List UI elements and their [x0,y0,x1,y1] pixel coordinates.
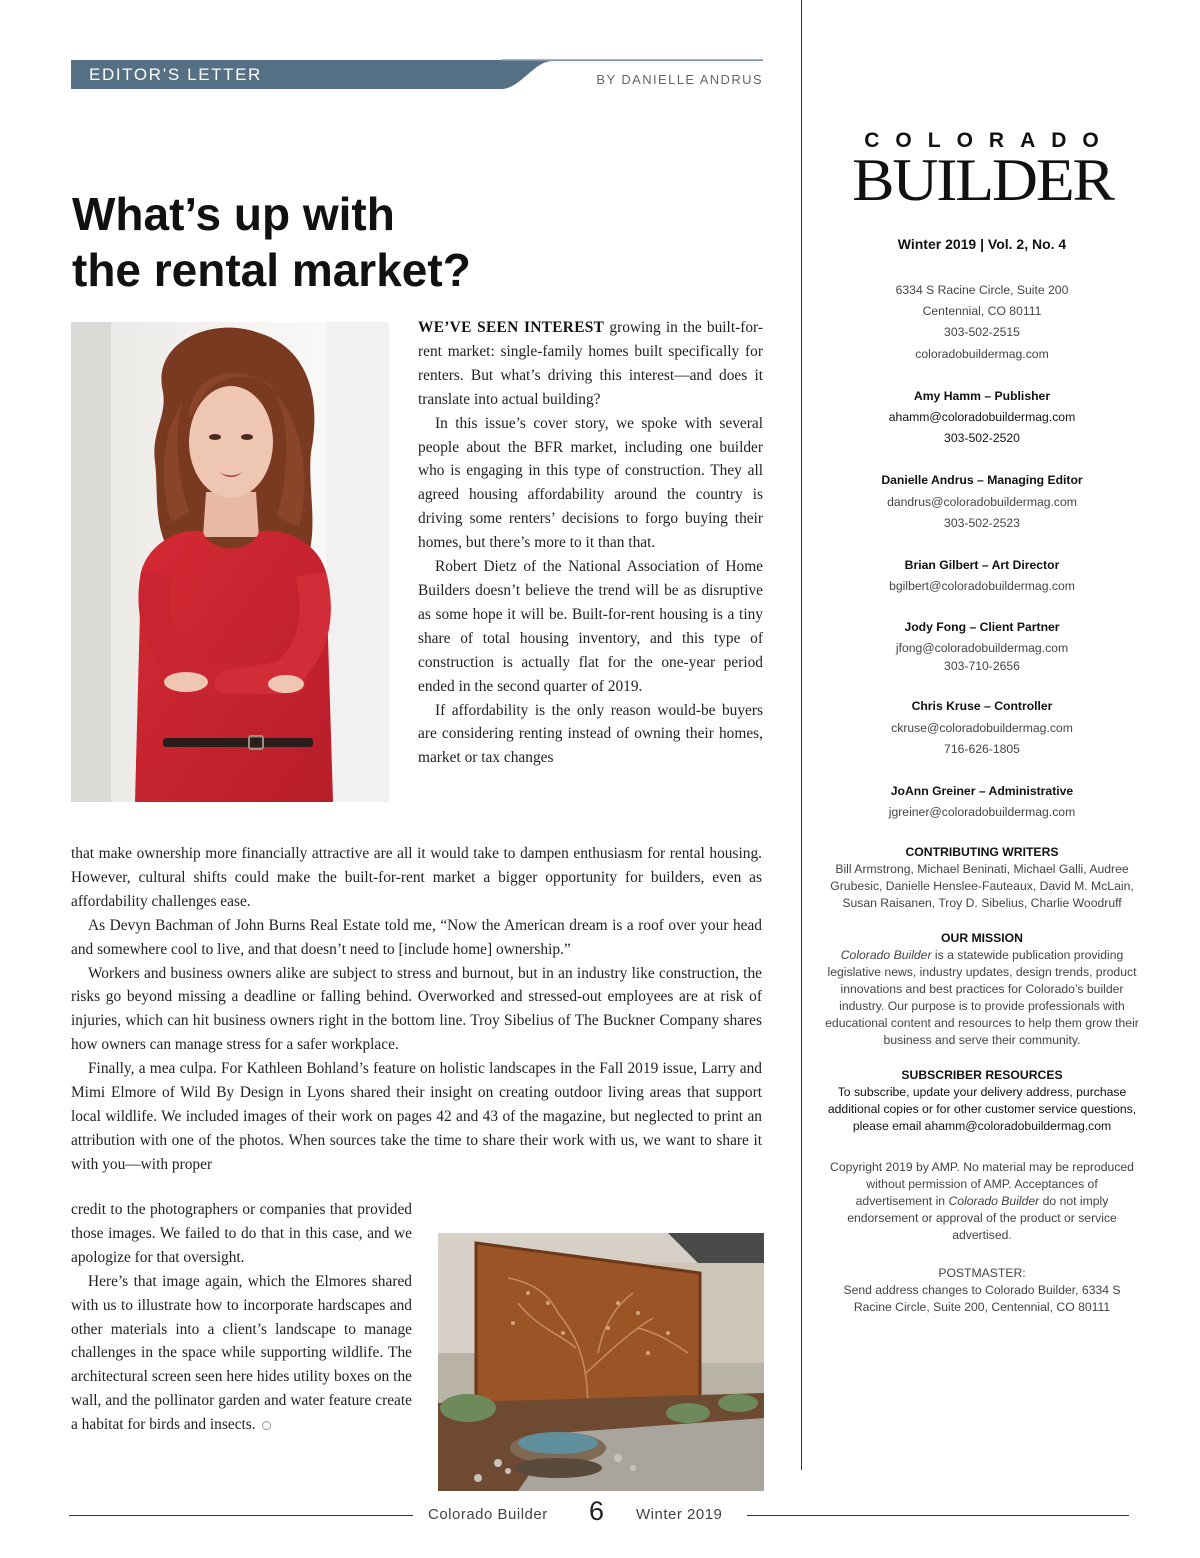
staff-name: Chris Kruse – Controller [911,699,1053,714]
footer-rule-left [69,1515,413,1516]
staff-entry [822,696,1142,760]
page-number: 6 [589,1496,605,1526]
article-paragraph-6: Workers and business owners alike are subject to stress and burnout, but in an industry like construction, the risks go beyond missing a deadline or falling behind. Overworked and stressed-out employees are at risk of injuries, which can hit business owners right in the bottom line. Troy Sibelius of The Buckner Company shares how owners can manage stress for a safer workplace. [71,964,762,1054]
page-footer [69,1498,1129,1532]
staff-phone: 716-626-1805 [944,741,1020,756]
article-column-bottom [71,1198,412,1437]
logo-top-word: COLORADO [864,129,1115,152]
footer-rule-right [747,1515,1129,1516]
footer-publication: Colorado Builder [428,1506,548,1523]
staff-entry [822,470,1142,534]
address-line-1: 6334 S Racine Circle, Suite 200 [895,283,1069,297]
staff-entry [822,555,1142,597]
contributing-list: Bill Armstrong, Michael Beninati, Michael Galli, Audree Grubesic, Danielle Henslee-Fauteaux, David M. McLain, Susan Raisanen, Troy D. Sibelius, Charlie Woodruff [830,862,1134,911]
article-paragraph-2: In this issue’s cover story, we spoke with several people about the BFR market, including one builder who is engaging in this type of construction. They all agreed housing affordability around the country is driving some renters’ decisions to forgo buying their homes, but there’s more to it than that. [418,414,763,552]
staff-phone: 303-710-2656 [944,659,1020,674]
article-column-narrow [418,316,763,770]
staff-email[interactable]: bgilbert@coloradobuildermag.com [889,579,1075,594]
footer-issue: Winter 2019 [636,1506,723,1523]
article-paragraph-3: Robert Dietz of the National Association of Home Builders doesn’t believe the trend will be as disruptive as some hope it will be. Built-for-rent housing is a tiny share of total housing inventory, and this type of construction is actually flat for the one-year period ended in the second quarter of 2019. [418,558,763,695]
end-of-article-icon [262,1421,271,1430]
copyright-publication-name: Colorado Builder [948,1194,1040,1209]
byline: BY DANIELLE ANDRUS [596,72,763,87]
contributing-heading: CONTRIBUTING WRITERS [905,845,1059,860]
paragraph-1-text: growing in the built-for-rent market: single-family homes built specifically for renters. But what’s driving this interest—and does it translate into actual building? [418,319,763,408]
editor-portrait-photo [71,322,389,802]
subscriber-resources [822,1067,1142,1135]
article-column-wide [71,842,762,1177]
postmaster-text: Send address changes to Colorado Builder, 6334 S Racine Circle, Suite 200, Centennial, CO 80111 [843,1283,1121,1315]
contributing-writers [822,844,1142,912]
address-line-2: Centennial, CO 80111 [922,304,1042,319]
staff-phone: 303-502-2523 [944,515,1020,530]
staff-email[interactable]: ckruse@coloradobuildermag.com [891,720,1073,735]
staff-entry [822,386,1142,450]
mission-heading: OUR MISSION [941,931,1023,946]
section-header-banner [71,57,763,90]
mission-text [822,947,1142,1049]
mission-publication-name: Colorado Builder [840,948,932,963]
article-paragraph-5: As Devyn Bachman of John Burns Real Estate told me, “Now the American dream is a roof over your head and somewhere cool to live, and that doesn’t need to [include home] ownership.” [71,916,762,958]
staff-email[interactable]: dandrus@coloradobuildermag.com [887,494,1077,509]
staff-entry [822,781,1142,823]
mission-statement [822,930,1142,1049]
headline-line-1: What’s up with [72,188,395,240]
copyright-text-b: do not imply endorsement or approval of the product or service advertised. [847,1194,1117,1243]
mission-body: is a statewide publication providing legislative news, industry updates, design trends, product innovations and best practices for Colorado’s builder industry. Our purpose is to provide professionals with educational content and resources to help them grow their business and serve their community. [825,948,1139,1048]
subscriber-text: To subscribe, update your delivery address, purchase additional copies or for other customer service questions, please email ahamm@coloradobuildermag.com [827,1085,1137,1134]
portrait-illustration [71,322,389,802]
article-paragraph-7-start: Finally, a mea culpa. For Kathleen Bohland’s feature on holistic landscapes in the Fall 2019 issue, Larry and Mimi Elmore of Wild By Design in Lyons shared their insight on creating outdoor living areas that support local wildlife. We included images of their work on pages 42 and 43 of the magazine, but neglected to print an attribution with one of the photos. When sources take the time to share their work with us, we want to share it with you—with proper [71,1060,762,1173]
staff-name: Jody Fong – Client Partner [904,620,1060,635]
article-paragraph-7-continued: credit to the photographers or companies that provided those images. We failed to do that in this case, and we apologize for that oversight. [71,1201,412,1266]
staff-name: JoAnn Greiner – Administrative [890,784,1074,799]
subscriber-heading: SUBSCRIBER RESOURCES [901,1068,1063,1083]
issue-info: Winter 2019 | Vol. 2, No. 4 [897,236,1067,252]
article-paragraph-4-start: If affordability is the only reason would-be buyers are considering renting instead of owning their homes, market or tax changes [418,701,763,767]
staff-email[interactable]: ahamm@coloradobuildermag.com [888,410,1076,425]
staff-name: Brian Gilbert – Art Director [904,558,1060,573]
staff-email[interactable]: jfong@coloradobuildermag.com [895,641,1069,656]
run-in-lead: WE’VE SEEN INTEREST [418,319,605,336]
staff-name: Danielle Andrus – Managing Editor [881,473,1083,488]
main-phone: 303-502-2515 [944,325,1020,340]
garden-illustration [438,1233,764,1491]
sidebar-divider [801,0,802,1470]
paragraph-8-text: Here’s that image again, which the Elmores shared with us to illustrate how to incorporate hardscapes and other materials into a client’s landscape to manage challenges in the space while supporting wildlife. The architectural screen seen here hides utility boxes on the wall, and the pollinator garden and water feature create a habitat for birds and insects. [71,1272,412,1434]
staff-phone: 303-502-2520 [944,431,1020,446]
staff-entry [822,618,1142,675]
section-label: EDITOR’S LETTER [89,65,262,84]
headline [72,186,632,298]
article-paragraph-8 [71,1270,412,1437]
copyright-text-a: Copyright 2019 by AMP. No material may be reproduced without permission of AMP. Acceptances of advertisement in [830,1160,1134,1209]
article-paragraph-4-continued: that make ownership more financially attractive are all it would take to dampen enthusiasm for rental housing. However, cultural shifts could make the built-for-rent market a bigger opportunity for builders, even as affordability challenges ease. [71,845,762,910]
logo-main-word: BUILDER [852,147,1113,213]
article-paragraph-1 [418,316,763,412]
staff-name: Amy Hamm – Publisher [913,388,1051,403]
postmaster-heading: POSTMASTER: [938,1266,1026,1281]
address-block [822,280,1142,365]
headline-line-2: the rental market? [72,244,471,296]
postmaster-notice [822,1265,1142,1316]
website-link[interactable]: coloradobuildermag.com [915,346,1049,361]
colorado-builder-logo [830,128,1135,213]
staff-email[interactable]: jgreiner@coloradobuildermag.com [888,805,1076,820]
garden-screen-photo [438,1233,764,1491]
masthead-sidebar [822,234,1142,1337]
copyright-notice [822,1159,1142,1244]
